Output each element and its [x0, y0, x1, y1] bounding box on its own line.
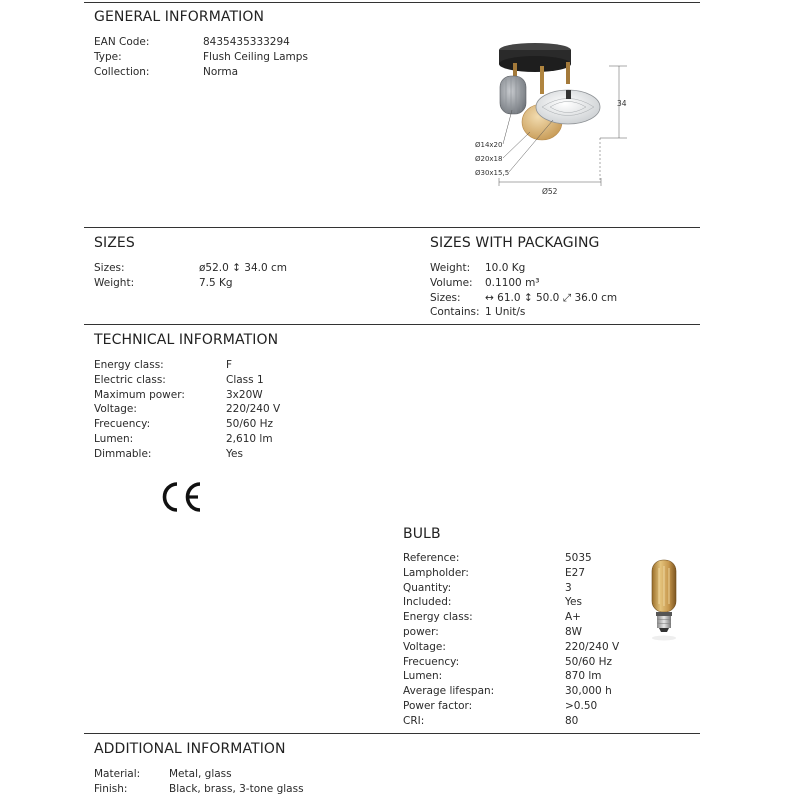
row-value: 8W: [565, 625, 583, 638]
row-value: 10.0 Kg: [485, 262, 526, 274]
row-label: Voltage:: [403, 640, 446, 653]
row-label: Lumen:: [403, 670, 443, 683]
row-value: 3: [565, 581, 572, 594]
row-value: >0.50: [565, 699, 598, 712]
divider: [84, 324, 700, 325]
bulb-heading: BULB: [403, 526, 441, 542]
row-label: Collection:: [94, 65, 150, 78]
product-dimension-diagram: [465, 38, 645, 194]
row-label: Electric class:: [94, 373, 166, 386]
row-value: 220/240 V: [226, 403, 281, 416]
row-value: Black, brass, 3-tone glass: [169, 782, 304, 795]
width-dimension-label: Ø52: [542, 187, 558, 194]
row-label: Lampholder:: [403, 566, 469, 579]
row-label: Contains:: [430, 306, 480, 319]
shade-dimension-label: Ø20x18: [475, 155, 503, 163]
row-value: 7.5 Kg: [199, 276, 233, 289]
row-label: Frecuency:: [403, 655, 460, 668]
row-label: Weight:: [430, 262, 471, 274]
row-value: Yes: [565, 596, 582, 609]
row-label: Included:: [403, 596, 452, 609]
row-value: F: [226, 359, 233, 371]
row-label: Power factor:: [403, 699, 473, 712]
row-value: 50/60 Hz: [226, 418, 274, 431]
row-value: 50/60 Hz: [565, 655, 613, 668]
additional-information-heading: ADDITIONAL INFORMATION: [94, 741, 286, 757]
row-value: 0.1100 m³: [485, 276, 540, 289]
row-label: Energy class:: [94, 359, 164, 371]
row-label: Maximum power:: [94, 388, 185, 401]
row-label: Average lifespan:: [403, 685, 495, 698]
row-value: 80: [565, 714, 579, 727]
row-value: 1 Unit/s: [485, 306, 526, 319]
row-label: CRI:: [403, 714, 425, 727]
row-value: 30,000 h: [565, 685, 612, 698]
row-value: Metal, glass: [169, 768, 232, 780]
row-value: A+: [565, 611, 581, 624]
technical-information-heading: TECHNICAL INFORMATION: [94, 332, 279, 348]
row-label: Volume:: [430, 276, 473, 289]
row-label: Reference:: [403, 552, 460, 564]
row-value: Yes: [226, 447, 243, 460]
row-label: Quantity:: [403, 581, 452, 594]
row-label: Frecuency:: [94, 418, 151, 431]
ce-mark-icon: [158, 480, 204, 514]
row-label: Sizes:: [430, 291, 461, 304]
sizes-with-packaging-heading: SIZES WITH PACKAGING: [430, 235, 600, 251]
shade-dimension-label: Ø30x15,5: [475, 169, 510, 177]
row-value: Class 1: [226, 373, 264, 386]
row-value: Norma: [203, 65, 239, 78]
row-value: E27: [565, 566, 585, 579]
divider: [84, 227, 700, 228]
sizes-heading: SIZES: [94, 235, 135, 251]
row-value: ↔ 61.0 ↕ 50.0 ⤢ 36.0 cm: [485, 291, 618, 304]
row-label: Type:: [94, 50, 122, 63]
ceiling-lamp-illustration: [499, 43, 600, 140]
row-label: Dimmable:: [94, 447, 152, 460]
row-value: 5035: [565, 552, 592, 564]
row-value: Flush Ceiling Lamps: [203, 50, 308, 63]
row-label: Sizes:: [94, 262, 125, 274]
row-label: EAN Code:: [94, 36, 150, 48]
divider: [84, 733, 700, 734]
row-value: 220/240 V: [565, 640, 620, 653]
row-value: 870 lm: [565, 670, 602, 683]
row-label: Material:: [94, 768, 141, 780]
row-label: Finish:: [94, 782, 128, 795]
row-label: Weight:: [94, 276, 135, 289]
row-value: ø52.0 ↕ 34.0 cm: [199, 262, 287, 274]
bulb-illustration-icon: [642, 558, 686, 642]
row-value: 3x20W: [226, 388, 263, 401]
row-label: Voltage:: [94, 403, 137, 416]
divider: [84, 2, 700, 3]
row-label: power:: [403, 625, 439, 638]
row-label: Energy class:: [403, 611, 473, 624]
row-value: 2,610 lm: [226, 432, 273, 445]
shade-dimension-label: Ø14x20: [475, 141, 503, 149]
row-value: 8435435333294: [203, 36, 290, 48]
row-label: Lumen:: [94, 432, 134, 445]
general-information-heading: GENERAL INFORMATION: [94, 9, 265, 25]
height-dimension-label: 34: [617, 99, 627, 108]
